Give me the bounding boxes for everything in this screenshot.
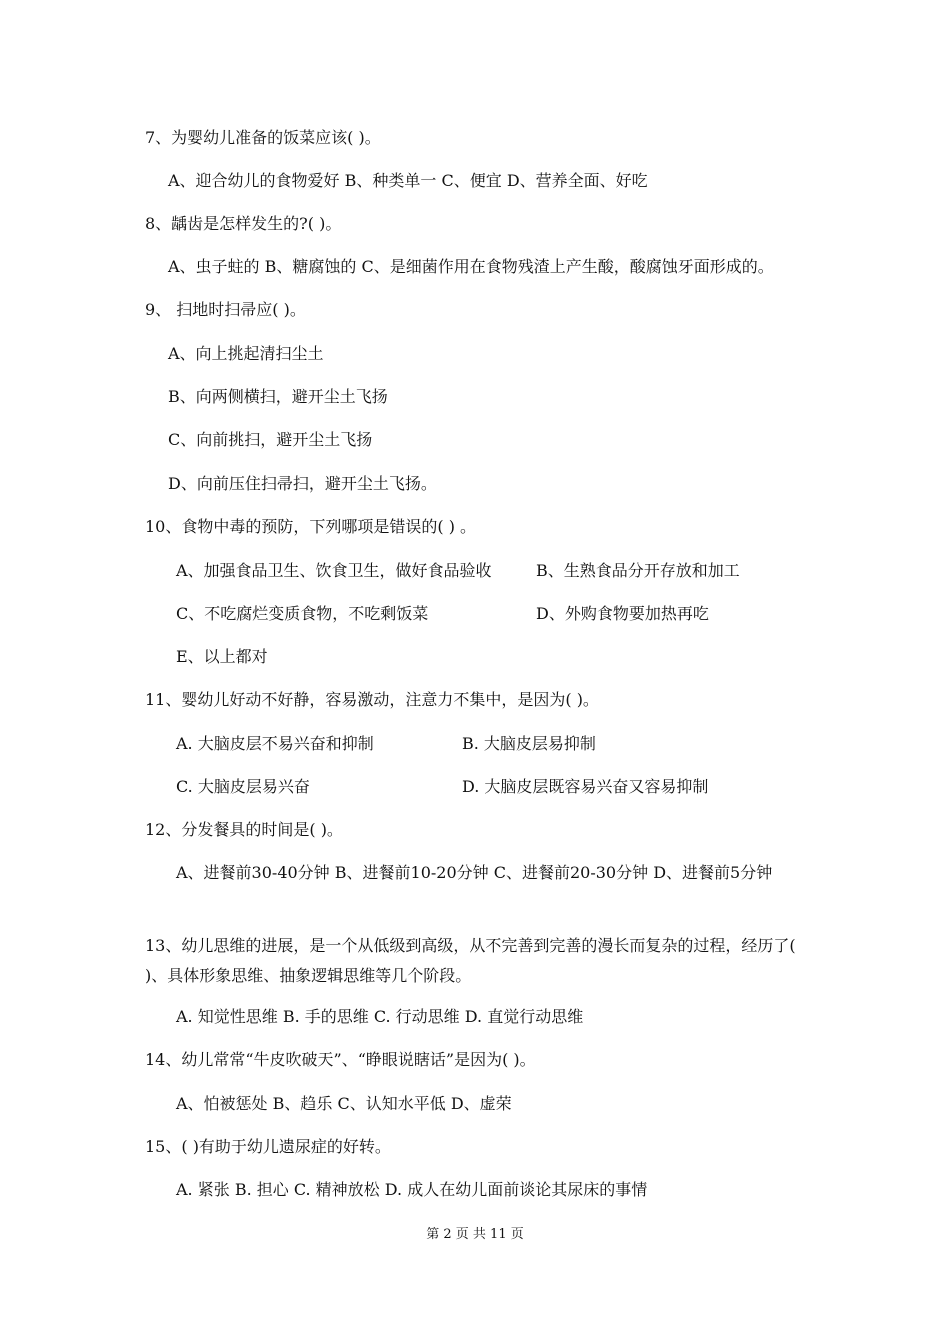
question-9-option-d: D、向前压住扫帚扫，避开尘土飞扬。 — [168, 474, 437, 493]
question-10-stem: 10、食物中毒的预防，下列哪项是错误的( ) 。 — [145, 517, 477, 536]
question-12-options: A、进餐前30-40分钟 B、进餐前10-20分钟 C、进餐前20-30分钟 D、进餐前5分钟 — [176, 863, 773, 882]
question-8-stem: 8、龋齿是怎样发生的?( )。 — [145, 214, 342, 233]
question-10-option-e: E、以上都对 — [176, 647, 268, 666]
question-9-option-a: A、向上挑起清扫尘土 — [168, 344, 324, 363]
question-7-options: A、迎合幼儿的食物爱好 B、种类单一 C、便宜 D、营养全面、好吃 — [168, 171, 648, 190]
question-12-stem: 12、分发餐具的时间是( )。 — [145, 820, 343, 839]
question-11-option-a: A. 大脑皮层不易兴奋和抑制 — [176, 734, 374, 753]
question-15-stem: 15、( )有助于幼儿遗尿症的好转。 — [145, 1137, 391, 1156]
question-14-stem: 14、幼儿常常“牛皮吹破天”、“睁眼说瞎话”是因为( )。 — [145, 1050, 536, 1069]
question-11-stem: 11、婴幼儿好动不好静，容易激动，注意力不集中，是因为( )。 — [145, 690, 599, 709]
question-11-option-c: C. 大脑皮层易兴奋 — [176, 777, 310, 796]
question-13-stem: 13、幼儿思维的进展，是一个从低级到高级，从不完善到完善的漫长而复杂的过程，经历了( )、具体形象思维、抽象逻辑思维等几个阶段。 — [145, 936, 796, 985]
question-10-option-b: B、生熟食品分开存放和加工 — [536, 561, 740, 580]
question-15-options: A. 紧张 B. 担心 C. 精神放松 D. 成人在幼儿面前谈论其尿床的事情 — [176, 1180, 648, 1199]
question-11-option-d: D. 大脑皮层既容易兴奋又容易抑制 — [462, 777, 709, 796]
question-11-option-b: B. 大脑皮层易抑制 — [462, 734, 596, 753]
question-7-stem: 7、为婴幼儿准备的饭菜应该( )。 — [145, 128, 381, 147]
question-9-option-b: B、向两侧横扫，避开尘土飞扬 — [168, 387, 388, 406]
question-13-options: A. 知觉性思维 B. 手的思维 C. 行动思维 D. 直觉行动思维 — [176, 1007, 584, 1026]
question-10-option-a: A、加强食品卫生、饮食卫生，做好食品验收 — [176, 561, 492, 580]
question-9-option-c: C、向前挑扫，避开尘土飞扬 — [168, 430, 373, 449]
question-10-option-c: C、不吃腐烂变质食物，不吃剩饭菜 — [176, 604, 429, 623]
question-14-options: A、怕被惩处 B、趋乐 C、认知水平低 D、虚荣 — [176, 1094, 512, 1113]
question-8-options: A、虫子蛀的 B、糖腐蚀的 C、是细菌作用在食物残渣上产生酸，酸腐蚀牙面形成的。 — [168, 257, 774, 276]
question-10-option-d: D、外购食物要加热再吃 — [536, 604, 709, 623]
question-9-stem: 9、 扫地时扫帚应( )。 — [145, 300, 306, 319]
page-number-footer: 第 2 页 共 11 页 — [426, 1227, 524, 1242]
